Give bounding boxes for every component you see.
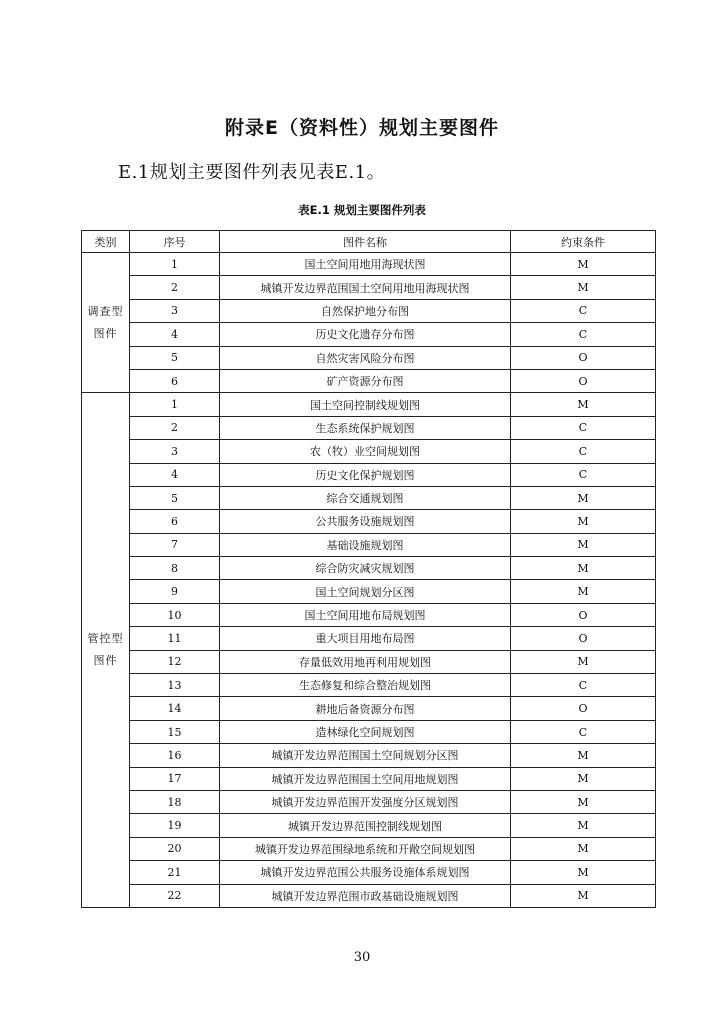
table-row [82, 346, 656, 369]
figure-name-cell: 城镇开发边界范围国土空间用地规划图 [220, 767, 511, 790]
figure-name-cell: 历史文化保护规划图 [220, 463, 511, 486]
figure-name-cell: 基础设施规划图 [220, 533, 511, 556]
figure-name-cell: 城镇开发边界范围公共服务设施体系规划图 [220, 861, 511, 884]
figure-name-cell: 自然保护地分布图 [220, 299, 511, 322]
constraint-cell: M [511, 884, 656, 907]
number-cell: 14 [130, 697, 220, 720]
constraint-cell: C [511, 463, 656, 486]
number-cell: 9 [130, 580, 220, 603]
figure-name-cell: 城镇开发边界范围国土空间用地用海现状图 [220, 276, 511, 299]
table-row [82, 463, 656, 486]
constraint-cell: M [511, 580, 656, 603]
constraint-cell: M [511, 790, 656, 813]
constraint-cell: M [511, 861, 656, 884]
constraint-cell: M [511, 837, 656, 860]
table-row [82, 814, 656, 837]
constraint-cell: O [511, 603, 656, 626]
category-cell [82, 393, 130, 908]
figure-name-cell: 国土空间控制线规划图 [220, 393, 511, 416]
figure-name-cell: 国土空间用地用海现状图 [220, 253, 511, 276]
number-cell: 18 [130, 790, 220, 813]
number-cell: 22 [130, 884, 220, 907]
figure-name-cell: 综合交通规划图 [220, 486, 511, 509]
header-figure-name: 图件名称 [220, 231, 511, 253]
constraint-cell: M [511, 557, 656, 580]
figure-name-cell: 重大项目用地布局图 [220, 627, 511, 650]
figure-name-cell: 存量低效用地再利用规划图 [220, 650, 511, 673]
table-row [82, 884, 656, 907]
figure-name-cell: 矿产资源分布图 [220, 369, 511, 392]
appendix-heading: 附录E（资料性）规划主要图件 [225, 117, 499, 139]
number-cell: 13 [130, 674, 220, 697]
table-row [82, 697, 656, 720]
constraint-cell: C [511, 720, 656, 743]
constraint-cell: C [511, 416, 656, 439]
table-row [82, 510, 656, 533]
constraint-cell: O [511, 627, 656, 650]
table-row [82, 440, 656, 463]
constraint-cell: M [511, 486, 656, 509]
figure-name-cell: 公共服务设施规划图 [220, 510, 511, 533]
category-cell [82, 253, 130, 393]
table-row [82, 299, 656, 322]
category-label: 调查型 [87, 304, 124, 318]
figure-name-cell: 生态修复和综合整治规划图 [220, 674, 511, 697]
number-cell: 16 [130, 744, 220, 767]
constraint-cell: M [511, 276, 656, 299]
number-cell: 3 [130, 299, 220, 322]
number-cell: 6 [130, 369, 220, 392]
figures-table [81, 230, 656, 908]
category-label: 图件 [93, 326, 118, 340]
figure-name-cell: 城镇开发边界范围国土空间规划分区图 [220, 744, 511, 767]
table-caption: 表E.1 规划主要图件列表 [298, 203, 426, 217]
number-cell: 2 [130, 416, 220, 439]
table-row [82, 276, 656, 299]
table-row [82, 767, 656, 790]
constraint-cell: O [511, 369, 656, 392]
header-constraint: 约束条件 [511, 231, 656, 253]
number-cell: 12 [130, 650, 220, 673]
number-cell: 20 [130, 837, 220, 860]
number-cell: 2 [130, 276, 220, 299]
header-number: 序号 [130, 231, 220, 253]
number-cell: 11 [130, 627, 220, 650]
table-row [82, 323, 656, 346]
table-header-row [82, 231, 656, 253]
table-row [82, 720, 656, 743]
table-row [82, 627, 656, 650]
number-cell: 8 [130, 557, 220, 580]
table-row [82, 486, 656, 509]
constraint-cell: O [511, 697, 656, 720]
figure-name-cell: 国土空间规划分区图 [220, 580, 511, 603]
constraint-cell: M [511, 393, 656, 416]
number-cell: 1 [130, 393, 220, 416]
number-cell: 15 [130, 720, 220, 743]
constraint-cell: M [511, 744, 656, 767]
constraint-cell: O [511, 346, 656, 369]
table-row [82, 533, 656, 556]
intro-paragraph: E.1规划主要图件列表见表E.1。 [118, 162, 386, 183]
figure-name-cell: 城镇开发边界范围开发强度分区规划图 [220, 790, 511, 813]
constraint-cell: C [511, 674, 656, 697]
table-row [82, 861, 656, 884]
page-number: 30 [353, 950, 371, 965]
table-row [82, 416, 656, 439]
table-row [82, 837, 656, 860]
figure-name-cell: 农（牧）业空间规划图 [220, 440, 511, 463]
table-row [82, 650, 656, 673]
figure-name-cell: 耕地后备资源分布图 [220, 697, 511, 720]
category-label: 管控型 [87, 632, 124, 646]
header-category: 类别 [82, 231, 130, 253]
table-row [82, 253, 656, 276]
number-cell: 10 [130, 603, 220, 626]
constraint-cell: M [511, 253, 656, 276]
table-row [82, 557, 656, 580]
constraint-cell: C [511, 323, 656, 346]
number-cell: 4 [130, 463, 220, 486]
table-body [82, 253, 656, 908]
number-cell: 19 [130, 814, 220, 837]
figure-name-cell: 国土空间用地布局规划图 [220, 603, 511, 626]
constraint-cell: M [511, 650, 656, 673]
figure-name-cell: 城镇开发边界范围市政基础设施规划图 [220, 884, 511, 907]
constraint-cell: M [511, 510, 656, 533]
table-row [82, 603, 656, 626]
category-label: 图件 [93, 654, 118, 668]
number-cell: 4 [130, 323, 220, 346]
figure-name-cell: 城镇开发边界范围控制线规划图 [220, 814, 511, 837]
number-cell: 7 [130, 533, 220, 556]
constraint-cell: C [511, 299, 656, 322]
number-cell: 6 [130, 510, 220, 533]
table-row [82, 790, 656, 813]
table-row [82, 674, 656, 697]
figure-name-cell: 造林绿化空间规划图 [220, 720, 511, 743]
constraint-cell: M [511, 767, 656, 790]
constraint-cell: M [511, 533, 656, 556]
figure-name-cell: 自然灾害风险分布图 [220, 346, 511, 369]
number-cell: 3 [130, 440, 220, 463]
figure-name-cell: 城镇开发边界范围绿地系统和开敞空间规划图 [220, 837, 511, 860]
table-row [82, 580, 656, 603]
number-cell: 21 [130, 861, 220, 884]
table-row [82, 393, 656, 416]
constraint-cell: C [511, 440, 656, 463]
table-row [82, 369, 656, 392]
table-row [82, 744, 656, 767]
number-cell: 17 [130, 767, 220, 790]
number-cell: 5 [130, 346, 220, 369]
number-cell: 1 [130, 253, 220, 276]
figure-name-cell: 生态系统保护规划图 [220, 416, 511, 439]
figure-name-cell: 历史文化遗存分布图 [220, 323, 511, 346]
figure-name-cell: 综合防灾减灾规划图 [220, 557, 511, 580]
constraint-cell: M [511, 814, 656, 837]
number-cell: 5 [130, 486, 220, 509]
